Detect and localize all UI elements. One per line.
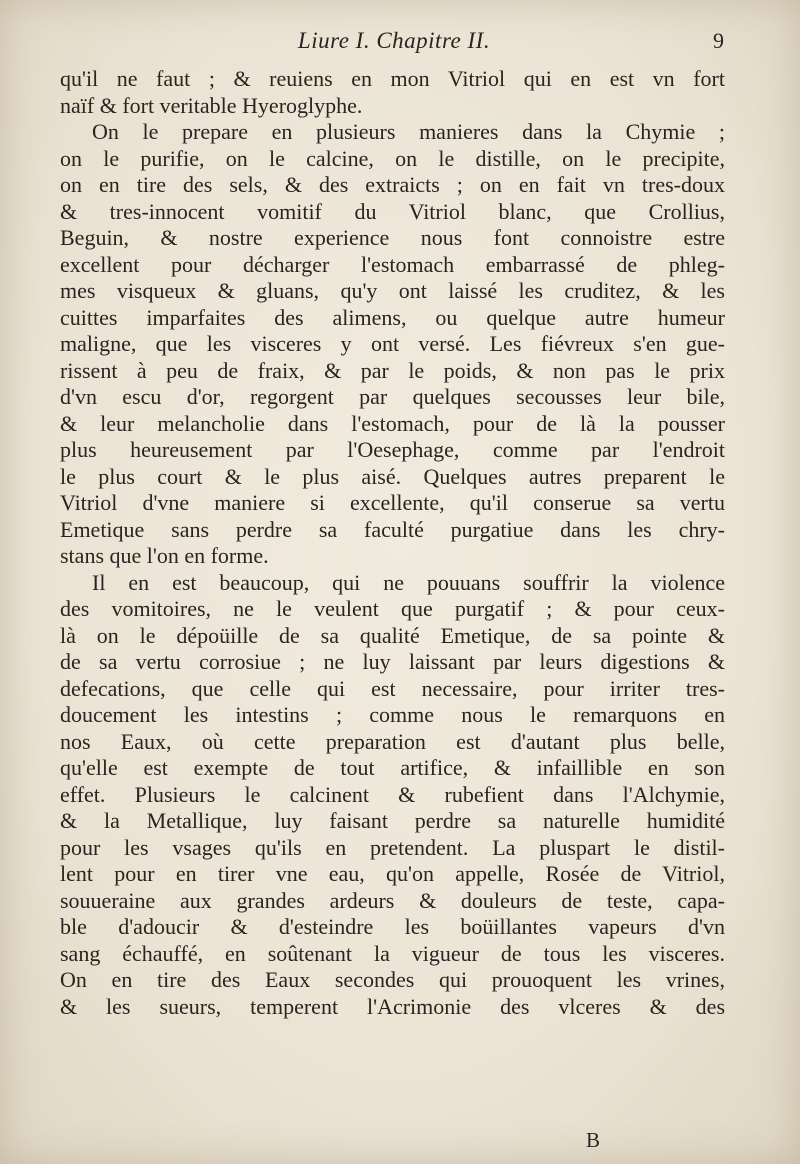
text-line: nos Eaux, où cette preparation est d'autant plus belle, (60, 728, 725, 754)
text-line: rissent à peu de fraix, & par le poids, & non pas le prix (60, 357, 725, 383)
text-line: qu'il ne faut ; & reuiens en mon Vitriol qui en est vn fort (60, 66, 725, 91)
text-line: Il en est beaucoup, qui ne pouuans souffrir la violence (92, 569, 725, 595)
text-line: Emetique sans perdre sa faculté purgatiue dans les chry- (60, 516, 725, 542)
page-number: 9 (713, 28, 724, 53)
text-line: des vomitoires, ne le veulent que purgatif ; & pour ceux- (60, 596, 725, 621)
text-line: naïf & fort veritable Hyeroglyphe. (60, 92, 363, 118)
text-line: lent pour en tirer vne eau, qu'on appelle, Rosée de Vitriol, (60, 861, 725, 886)
text-line: & leur melancholie dans l'estomach, pour de là la pousser (60, 410, 725, 436)
text-line: Beguin, & nostre experience nous font connoistre estre (60, 225, 725, 250)
text-line: maligne, que les visceres y ont versé. Les fiévreux s'en gue- (60, 331, 725, 356)
page-header (64, 28, 724, 58)
text-line: d'vn escu d'or, regorgent par quelques secousses leur bile, (60, 384, 725, 409)
text-line: doucement les intestins ; comme nous le remarquons en (60, 702, 725, 727)
text-line: on le purifie, on le calcine, on le distille, on le precipite, (60, 145, 725, 171)
signature-mark: B (586, 1128, 601, 1152)
text-line: effet. Plusieurs le calcinent & rubefient dans l'Alchymie, (60, 781, 725, 807)
text-line: plus heureusement par l'Oesephage, comme par l'endroit (60, 437, 725, 462)
running-title: Liure I. Chapitre II. (297, 28, 491, 53)
text-line: stans que l'on en forme. (60, 543, 269, 568)
text-line: On le prepare en plusieurs manieres dans la Chymie ; (92, 119, 725, 144)
text-line: ble d'adoucir & d'esteindre les boüillantes vapeurs d'vn (60, 914, 725, 939)
text-line: qu'elle est exempte de tout artifice, & infaillible en son (60, 755, 725, 780)
text-line: & la Metallique, luy faisant perdre sa naturelle humidité (60, 808, 725, 833)
text-line: de sa vertu corrosiue ; ne luy laissant par leurs digestions & (60, 649, 725, 674)
text-line: & tres-innocent vomitif du Vitriol blanc, que Crollius, (60, 198, 725, 224)
text-line: là on le dépoüille de sa qualité Emetique, de sa pointe & (60, 622, 725, 648)
text-line: excellent pour décharger l'estomach embarrassé de phleg- (60, 251, 725, 277)
text-line: souueraine aux grandes ardeurs & douleurs de teste, capa- (60, 887, 725, 913)
text-line: mes visqueux & gluans, qu'y ont laissé les cruditez, & les (60, 278, 725, 303)
text-line: on en tire des sels, & des extraicts ; on en fait vn tres-doux (60, 172, 725, 197)
body-text (60, 66, 725, 1020)
text-line: defecations, que celle qui est necessaire, pour irriter tres- (60, 675, 725, 701)
text-line: & les sueurs, temperent l'Acrimonie des vlceres & des (60, 993, 725, 1019)
text-line: On en tire des Eaux secondes qui prouoquent les vrines, (60, 967, 725, 992)
text-line: Vitriol d'vne maniere si excellente, qu'il conserue sa vertu (60, 490, 725, 515)
text-line: pour les vsages qu'ils en pretendent. La pluspart le distil- (60, 834, 725, 860)
text-line: cuittes imparfaites des alimens, ou quelque autre humeur (60, 304, 725, 330)
text-line: sang échauffé, en soûtenant la vigueur de tous les visceres. (60, 940, 725, 966)
text-line: le plus court & le plus aisé. Quelques autres preparent le (60, 463, 725, 489)
